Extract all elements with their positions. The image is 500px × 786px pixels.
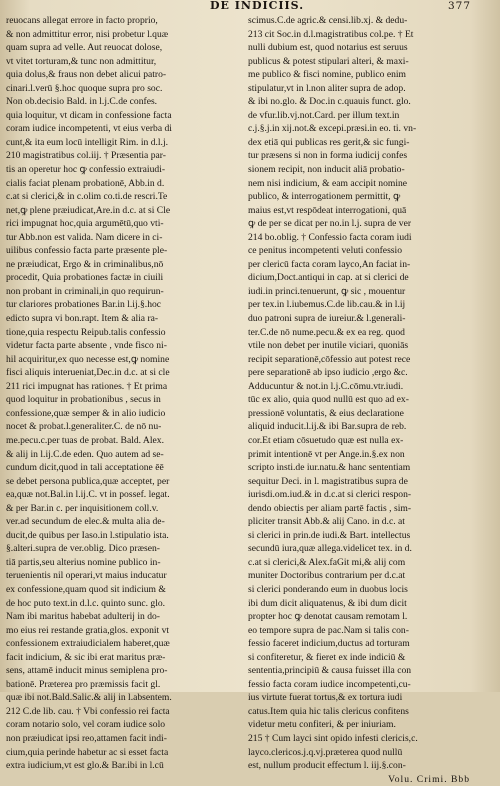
text-line: extra iudicium,vt est glo.& Bar.ibi in l.cū bbox=[6, 760, 164, 772]
text-line: ius virtute fuerat tortus,& ex tortura iudi bbox=[248, 692, 403, 704]
text-line: 213 cit Soc.in d.l.magistratibus col.pe. † Et bbox=[248, 28, 414, 40]
text-line: scripto insti.de iur.natu.& hanc sententiam bbox=[248, 462, 411, 474]
text-line: aliquid inducit.l.ij.& ibi Bar.supra de reb. bbox=[248, 421, 407, 433]
text-line: per tex.in l.iubemus.C.de lib.cau.& in l.ij bbox=[248, 299, 406, 311]
text-line: procedit, Quia probationes factæ in ciuili bbox=[6, 272, 164, 284]
text-line: 212 C.de lib. cau. † Vbi confessio rei facta bbox=[6, 705, 170, 717]
text-line: tiā partis,seu alterius nomine publico in- bbox=[6, 556, 161, 568]
text-line: iudi.in princi.tenuerunt, ꝙ sic , mouentur bbox=[248, 285, 406, 297]
text-line: me publico & fisci nomine, publico enim bbox=[248, 69, 407, 81]
text-line: per clericū facta coram layco,An faciat in- bbox=[248, 258, 411, 270]
text-line: Adducuntur & not.in l.j.C.cōmu.vtr.iudi. bbox=[248, 380, 404, 392]
running-header bbox=[0, 0, 500, 14]
text-line: ea,quæ not.Bal.in l.ij.C. vt in possef. legat. bbox=[6, 489, 170, 501]
text-line: c.at si clerici,& in c.olim co.ti.de rescri.Te bbox=[6, 191, 168, 203]
page-number: 377 bbox=[448, 0, 472, 12]
text-line: eo tempore supra de pac.Nam si talis con- bbox=[248, 624, 409, 636]
text-line: quæ ibi not.Bald.Salic.& alij in l.absentem. bbox=[6, 692, 172, 704]
text-line: Nam ibi maritus habebat adulterij in do- bbox=[6, 611, 160, 623]
text-line: est, nullum producit effectum l. iij.§.con- bbox=[248, 760, 406, 772]
text-line: ce penitus incompetenti veluti confessio bbox=[248, 245, 402, 257]
text-line: 214 bo.oblig. † Confessio facta coram iudi bbox=[248, 231, 412, 243]
text-line: hil acquiritur,ex quo necesse est,ꝙ nomine bbox=[6, 353, 170, 365]
text-line: Volu. Crimi. Bbb bbox=[388, 773, 470, 785]
text-line: ne præiudicat, Ergo & in criminalibus,nō bbox=[6, 258, 164, 270]
text-line: tione,quia respectu Reipub.talis confessio bbox=[6, 326, 166, 338]
text-line: iurisdi.om.iud.& in d.c.at si clerici respon- bbox=[248, 489, 412, 501]
text-line: uilibus confessio facta parte præsente ple- bbox=[6, 245, 168, 257]
text-line: cialis faciat plenam probationē, Abb.in d. bbox=[6, 177, 165, 189]
text-line: tur Abb.non est valida. Nam dicere in ci- bbox=[6, 231, 163, 243]
text-line: tur præsens si non in forma iudicij confes bbox=[248, 150, 408, 162]
text-line: facit indicium, & sic ibi erat maritus præ- bbox=[6, 651, 166, 663]
text-line: de hoc puto text.in d.l.c. quinto sunc. glo. bbox=[6, 597, 166, 609]
text-line: coram iudice incompetenti, vt eius verba di bbox=[6, 123, 172, 135]
text-line: pressionē voluntatis, & eius declaratione bbox=[248, 407, 404, 419]
text-line: ver.ad secundum de elec.& multa alia de- bbox=[6, 516, 165, 528]
text-line: muniter Doctoribus contrarium per d.c.at bbox=[248, 570, 406, 582]
text-line: ter.C.de nō nume.pecu.& ex ea reg. quod bbox=[248, 326, 405, 338]
text-line: & per Bar.in c. per inquisitionem coll.v. bbox=[6, 502, 159, 514]
text-line: dendo obiectis per aliam partē factis , sim- bbox=[248, 502, 412, 514]
text-line: sionem recipit, non inducit aliā probatio- bbox=[248, 164, 405, 176]
text-line: dicium,Doct.antiqui in cap. at si clerici de bbox=[248, 272, 409, 284]
text-line: c.at si clerici,& Alex.faGit mi,& alij com bbox=[248, 556, 406, 568]
text-line: ibi dum dicit aliquatenus, & ibi dum dicit bbox=[248, 597, 407, 609]
text-line: si clerici in prin.de iudi.& Bart. intellectus bbox=[248, 529, 411, 541]
text-line: propter hoc ꝙ denotat causam remotam l. bbox=[248, 611, 408, 623]
text-line: si clerici ponderando eum in duobus locis bbox=[248, 583, 408, 595]
text-line: de vfur.lib.vj.not.Card. per illum text.in bbox=[248, 109, 400, 121]
text-line: secundū iura,quæ allega.videlicet tex. in d. bbox=[248, 543, 412, 555]
text-line: edicto supra vi bon.rapt. Item & alia ra- bbox=[6, 313, 159, 325]
text-line: maius est,vt respōdeat interrogationi, quā bbox=[248, 204, 407, 216]
text-line: cinari.l.verū §.hoc quoque supra pro soc. bbox=[6, 82, 163, 94]
text-line: ꝙ de per se dicat per no.in l.j. supra de ver bbox=[248, 218, 412, 230]
text-line: quia dolus,& fraus non debet alicui patro- bbox=[6, 69, 167, 81]
text-line: teruenientis nil operari,vt maius inducatur bbox=[6, 570, 167, 582]
text-line: tur clariores probationes Bar.in l.ij.§.hoc bbox=[6, 299, 162, 311]
text-line: & ibi no.glo. & Doc.in c.quauis funct. glo. bbox=[248, 96, 411, 108]
text-line: & alij in l.ij.C.de eden. Quo autem ad se- bbox=[6, 448, 164, 460]
text-line: nulli dubium est, quod notarius est seruus bbox=[248, 42, 408, 54]
text-line: tūc ex alio, quia quod nullū est quo ad ex- bbox=[248, 394, 409, 406]
text-line: si confiteretur, & fieret ex inde indiciū & bbox=[248, 651, 406, 663]
text-line: layco.clericos.j.q.vj.præterea quod nullū bbox=[248, 746, 403, 758]
text-line: recipit separationē,cōfessio aut potest rece bbox=[248, 353, 411, 365]
text-line: net,ꝙ plene præiudicat,Are.in d.c. at si Cle bbox=[6, 204, 171, 216]
text-line: 215 † Cum layci sint opido infesti clericis,c. bbox=[248, 732, 418, 744]
text-line: quia loquitur, vt dicam in confessione facta bbox=[6, 109, 172, 121]
text-line: confessionem extraiudicialem haberet,quæ bbox=[6, 638, 170, 650]
text-line: cunt,& ita eum locū intelligit Rim. in d.l.j. bbox=[6, 136, 169, 148]
text-line: nocet & probat.l.generaliter.C. de nō nu- bbox=[6, 421, 162, 433]
text-line: ducit,de quibus per Iaso.in l.stipulatio ista. bbox=[6, 529, 169, 541]
text-line: non probant in criminali,in quo requirun- bbox=[6, 285, 164, 297]
text-line: publico, & interrogationem permittit, ꝙ bbox=[248, 191, 401, 203]
right-text-column bbox=[248, 14, 488, 786]
text-line: sequitur Deci. in l. magistratibus supra de bbox=[248, 475, 408, 487]
text-line: bationē. Præterea pro præmissis facit gl. bbox=[6, 678, 161, 690]
text-line: dex etiā qui publicas res gerit,& sic fungi- bbox=[248, 136, 410, 148]
text-line: coram notario solo, vel coram iudice solo bbox=[6, 719, 166, 731]
text-line: cundum dicit,quod in tali acceptatione ēē bbox=[6, 462, 164, 474]
text-line: pliciter transit Abb.& alij Cano. in d.c. at bbox=[248, 516, 405, 528]
text-line: non præiudicat ipsi reo,attamen facit indi- bbox=[6, 732, 167, 744]
text-line: c.j.§.j.in xij.not.& excepi.præsi.in eo. ti. vn- bbox=[248, 123, 417, 135]
text-line: mo eius rei restande gratia,glos. exponit vt bbox=[6, 624, 170, 636]
text-line: duo patroni supra de iureiur.& l.generali- bbox=[248, 313, 406, 325]
text-line: sens, attamē inducit minus semiplena pro- bbox=[6, 665, 168, 677]
text-line: quod loquitur in probationibus , secus in bbox=[6, 394, 161, 406]
text-line: publicus & potest stipulari alteri, & maxi- bbox=[248, 55, 409, 67]
text-line: cor.Et etiam cōsuetudo quæ est nulla ex- bbox=[248, 434, 404, 446]
text-line: tis an operetur hoc ꝙ confessio extraiudi- bbox=[6, 164, 166, 176]
text-line: cium,quia perinde habetur ac si esset facta bbox=[6, 746, 169, 758]
text-line: §.alteri.supra de ver.oblig. Dico præsen- bbox=[6, 543, 160, 555]
text-line: pere separationē ab ipso iudicio ,ergo &c. bbox=[248, 367, 408, 379]
text-line: me.pecu.c.per tuas de probat. Bald. Alex. bbox=[6, 434, 164, 446]
text-line: 211 rici impugnat has rationes. † Et prima bbox=[6, 380, 168, 392]
text-line: scimus.C.de agric.& censi.lib.xj. & dedu- bbox=[248, 15, 408, 26]
text-line: primit intentionē vt per Ange.in.§.ex non bbox=[248, 448, 405, 460]
text-line: catus.Item quia hic talis clericus confitens bbox=[248, 705, 409, 717]
text-line: fessio faceret indicium,ductus ad torturam bbox=[248, 638, 410, 650]
text-line: nem nisi indicium, & eam accipit nomine bbox=[248, 177, 408, 189]
left-text-column bbox=[6, 14, 242, 773]
text-line: ex confessione,quam quod sit indicium & bbox=[6, 583, 166, 595]
text-line: reuocans allegat errore in facto proprio, bbox=[6, 15, 158, 26]
text-line: rici impugnat hoc,quia argumētū,quo vti- bbox=[6, 218, 164, 230]
running-title: DE INDICIIS. bbox=[210, 0, 305, 12]
text-line: fessio facta coram iudice incompetenti,cu- bbox=[248, 678, 411, 690]
text-line: confessione,quæ semper & in alio iudicio bbox=[6, 407, 166, 419]
text-line: Non ob.decisio Bald. in l.j.C.de confes. bbox=[6, 96, 158, 108]
text-line: sententia,principiū & causa fuisset illa con bbox=[248, 665, 412, 677]
text-line: stipulatur,vt in l.non aliter supra de adop. bbox=[248, 82, 406, 94]
text-line: vt vitet torturam,& tunc non admittitur, bbox=[6, 55, 157, 67]
text-line: & non admittitur error, nisi probetur l.quæ bbox=[6, 28, 169, 40]
text-line: videtur facta parte absente , vnde fisco ni- bbox=[6, 340, 167, 352]
text-line: quam supra ad velle. Aut reuocat dolose, bbox=[6, 42, 163, 54]
text-line: 210 magistratibus col.iij. † Præsentia par- bbox=[6, 150, 166, 162]
text-line: vtile non debet per inutile viciari, quoniās bbox=[248, 340, 409, 352]
text-line: fisci aliquis interueniat,Dec.in d.c. at si cle bbox=[6, 367, 170, 379]
text-line: se debet persona publica,quæ acceptet, per bbox=[6, 475, 170, 487]
text-line: videtur metu confiteri, & per iniuriam. bbox=[248, 719, 396, 731]
